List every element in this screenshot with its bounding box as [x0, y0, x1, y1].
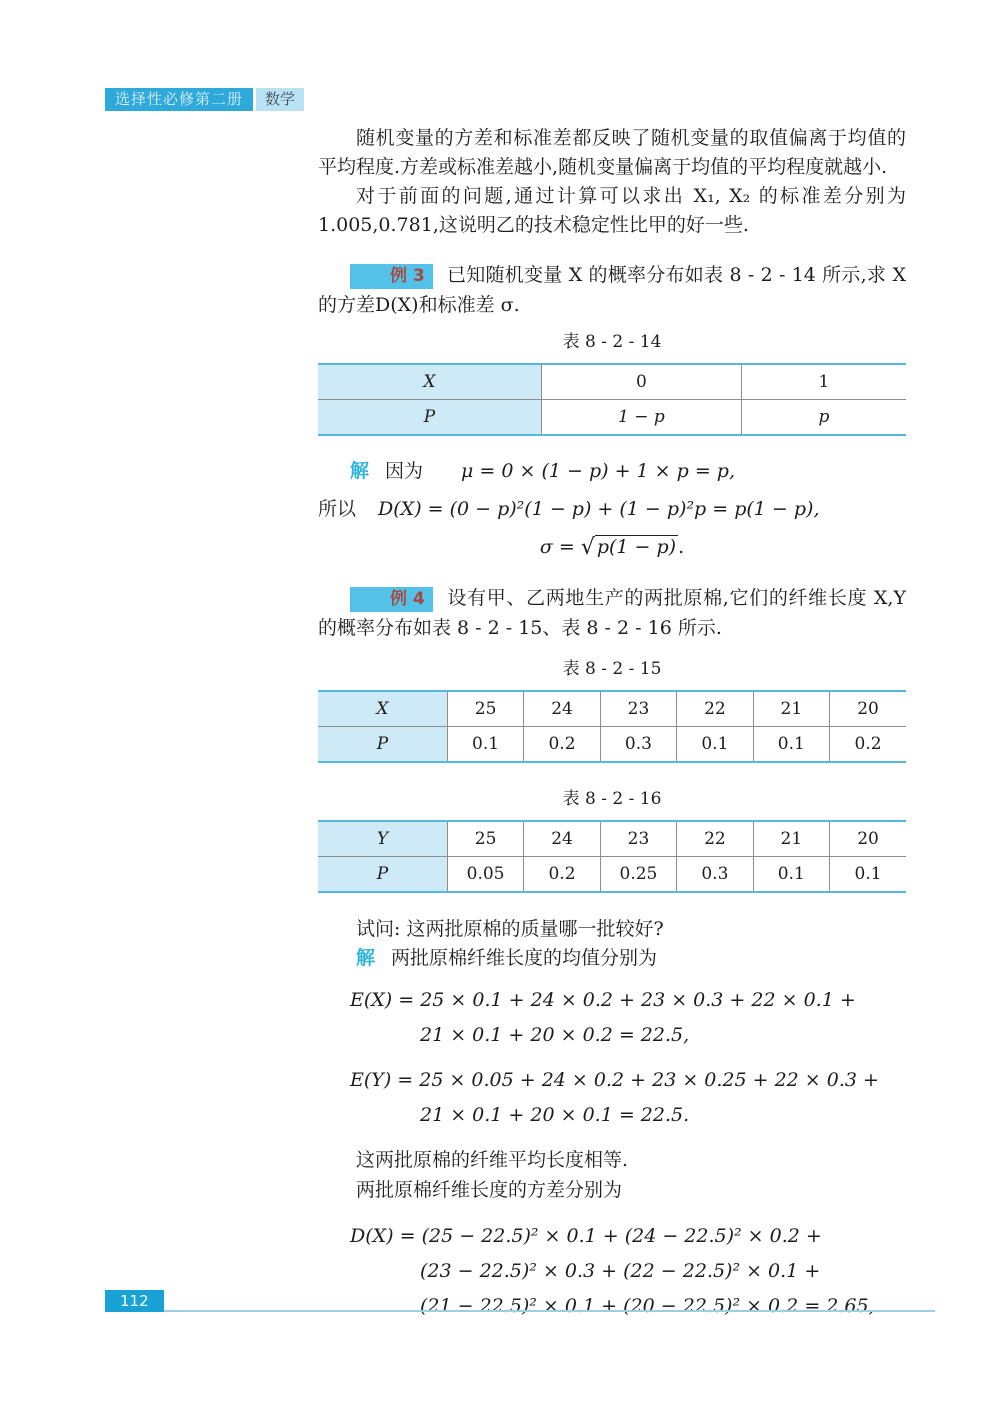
solution3-line-2: [318, 490, 906, 528]
solution3-line-3: [318, 528, 906, 567]
formula-dx-line3: (21 − 22.5)² × 0.1 + (20 − 22.5)² × 0.2 = 2.65,: [420, 1295, 875, 1317]
table-8-2-16: [318, 820, 906, 893]
question-line: 试问: 这两批原棉的质量哪一批较好?: [356, 918, 664, 940]
formula-sigma-lead: σ =: [539, 536, 581, 558]
table15-caption: 表 8 - 2 - 15: [562, 659, 662, 679]
formula-sigma-body: p(1 − p): [596, 536, 677, 558]
table-cell: 0.1: [677, 727, 753, 763]
table-cell: 0: [541, 364, 741, 400]
table14-caption: 表 8 - 2 - 14: [562, 332, 662, 352]
example3-solution: [318, 452, 906, 567]
table-row: [318, 400, 906, 436]
table-8-2-14: [318, 363, 906, 436]
solution3-line-1: [318, 452, 906, 490]
jie-label: 解: [356, 947, 376, 969]
formula-sigma-period: .: [678, 536, 685, 558]
book-header: [105, 88, 304, 111]
table-cell: 0.1: [753, 857, 829, 893]
table-cell: p: [741, 400, 906, 436]
table-header-cell: X: [318, 691, 447, 727]
formula-dx-line2: (23 − 22.5)² × 0.3 + (22 − 22.5)² × 0.1 +: [420, 1260, 821, 1282]
table-header-cell: P: [318, 857, 447, 893]
table-cell: 20: [830, 691, 906, 727]
table-row: [318, 857, 906, 893]
note-equal-means: 这两批原棉的纤维平均长度相等.: [356, 1149, 629, 1171]
solution4-intro: [318, 944, 906, 973]
table-cell: 0.3: [600, 727, 676, 763]
radical-sign: √: [580, 535, 595, 560]
formula-ex-line1: E(X) = 25 × 0.1 + 24 × 0.2 + 23 × 0.3 + 22 × 0.1 +: [350, 989, 856, 1011]
page-content: [318, 124, 906, 1324]
table-cell: 21: [753, 821, 829, 857]
table16-caption: 表 8 - 2 - 16: [562, 789, 662, 809]
table-header-cell: P: [318, 727, 447, 763]
table-cell: 22: [677, 691, 753, 727]
table-cell: 1: [741, 364, 906, 400]
formula-mu: μ = 0 × (1 − p) + 1 × p = p,: [461, 460, 735, 482]
example3-badge: 例 3: [350, 264, 433, 289]
table-cell: 22: [677, 821, 753, 857]
because-label: 因为: [385, 460, 424, 482]
table-cell: 0.2: [524, 727, 600, 763]
jie-label: 解: [350, 460, 370, 482]
table-header-cell: Y: [318, 821, 447, 857]
subject-badge: 数学: [256, 88, 304, 111]
formula-dx: D(X) = (0 − p)²(1 − p) + (1 − p)²p = p(1 − p),: [378, 498, 820, 520]
table-cell: 23: [600, 691, 676, 727]
table-cell: 20: [830, 821, 906, 857]
table-cell: 25: [447, 691, 523, 727]
table-cell: 0.1: [447, 727, 523, 763]
table-cell: 21: [753, 691, 829, 727]
note-variance-intro: 两批原棉纤维长度的方差分别为: [356, 1179, 623, 1201]
book-series-badge: 选择性必修第二册: [105, 88, 253, 111]
table-header-cell: P: [318, 400, 541, 436]
table-cell: 0.1: [753, 727, 829, 763]
formula-ey-block: [350, 1063, 906, 1133]
table-row: [318, 821, 906, 857]
table-cell: 25: [447, 821, 523, 857]
table-header-cell: X: [318, 364, 541, 400]
example4-paragraph: [318, 583, 906, 643]
table-cell: 0.25: [600, 857, 676, 893]
so-label: 所以: [318, 498, 357, 520]
formula-dx-line1: D(X) = (25 − 22.5)² × 0.1 + (24 − 22.5)² × 0.2 +: [350, 1225, 822, 1247]
formula-ey-line2: 21 × 0.1 + 20 × 0.1 = 22.5.: [420, 1104, 690, 1126]
table-cell: 23: [600, 821, 676, 857]
table-row: [318, 727, 906, 763]
page-footer: [105, 1290, 935, 1312]
table-cell: 0.2: [524, 857, 600, 893]
intro-paragraph-2: 对于前面的问题,通过计算可以求出 X₁, X₂ 的标准差分别为1.005,0.781,这说明乙的技术稳定性比甲的好一些.: [318, 185, 906, 236]
example4-badge: 例 4: [350, 587, 433, 612]
table-cell: 0.3: [677, 857, 753, 893]
formula-ex-line2: 21 × 0.1 + 20 × 0.2 = 22.5,: [420, 1024, 690, 1046]
formula-ex-block: [350, 983, 906, 1053]
table-row: [318, 691, 906, 727]
solution4-intro-text: 两批原棉纤维长度的均值分别为: [391, 947, 658, 969]
table-cell: 0.2: [830, 727, 906, 763]
table-cell: 24: [524, 821, 600, 857]
table-cell: 0.05: [447, 857, 523, 893]
footer-rule: [164, 1310, 935, 1312]
table-cell: 24: [524, 691, 600, 727]
table-row: [318, 364, 906, 400]
example3-text: 已知随机变量 X 的概率分布如表 8 - 2 - 14 所示,求 X 的方差D(X)和标准差 σ.: [318, 264, 906, 316]
formula-ey-line1: E(Y) = 25 × 0.05 + 24 × 0.2 + 23 × 0.25 + 22 × 0.3 +: [350, 1069, 879, 1091]
example4-text: 设有甲、乙两地生产的两批原棉,它们的纤维长度 X,Y 的概率分布如表 8 - 2 - 15、表 8 - 2 - 16 所示.: [318, 587, 906, 639]
intro-paragraph-1: 随机变量的方差和标准差都反映了随机变量的取值偏离于均值的平均程度.方差或标准差越小,随机变量偏离于均值的平均程度就越小.: [318, 127, 906, 178]
page-number-badge: 112: [105, 1290, 164, 1312]
table-8-2-15: [318, 690, 906, 763]
example3-paragraph: [318, 260, 906, 320]
table-cell: 0.1: [830, 857, 906, 893]
table-cell: 1 − p: [541, 400, 741, 436]
